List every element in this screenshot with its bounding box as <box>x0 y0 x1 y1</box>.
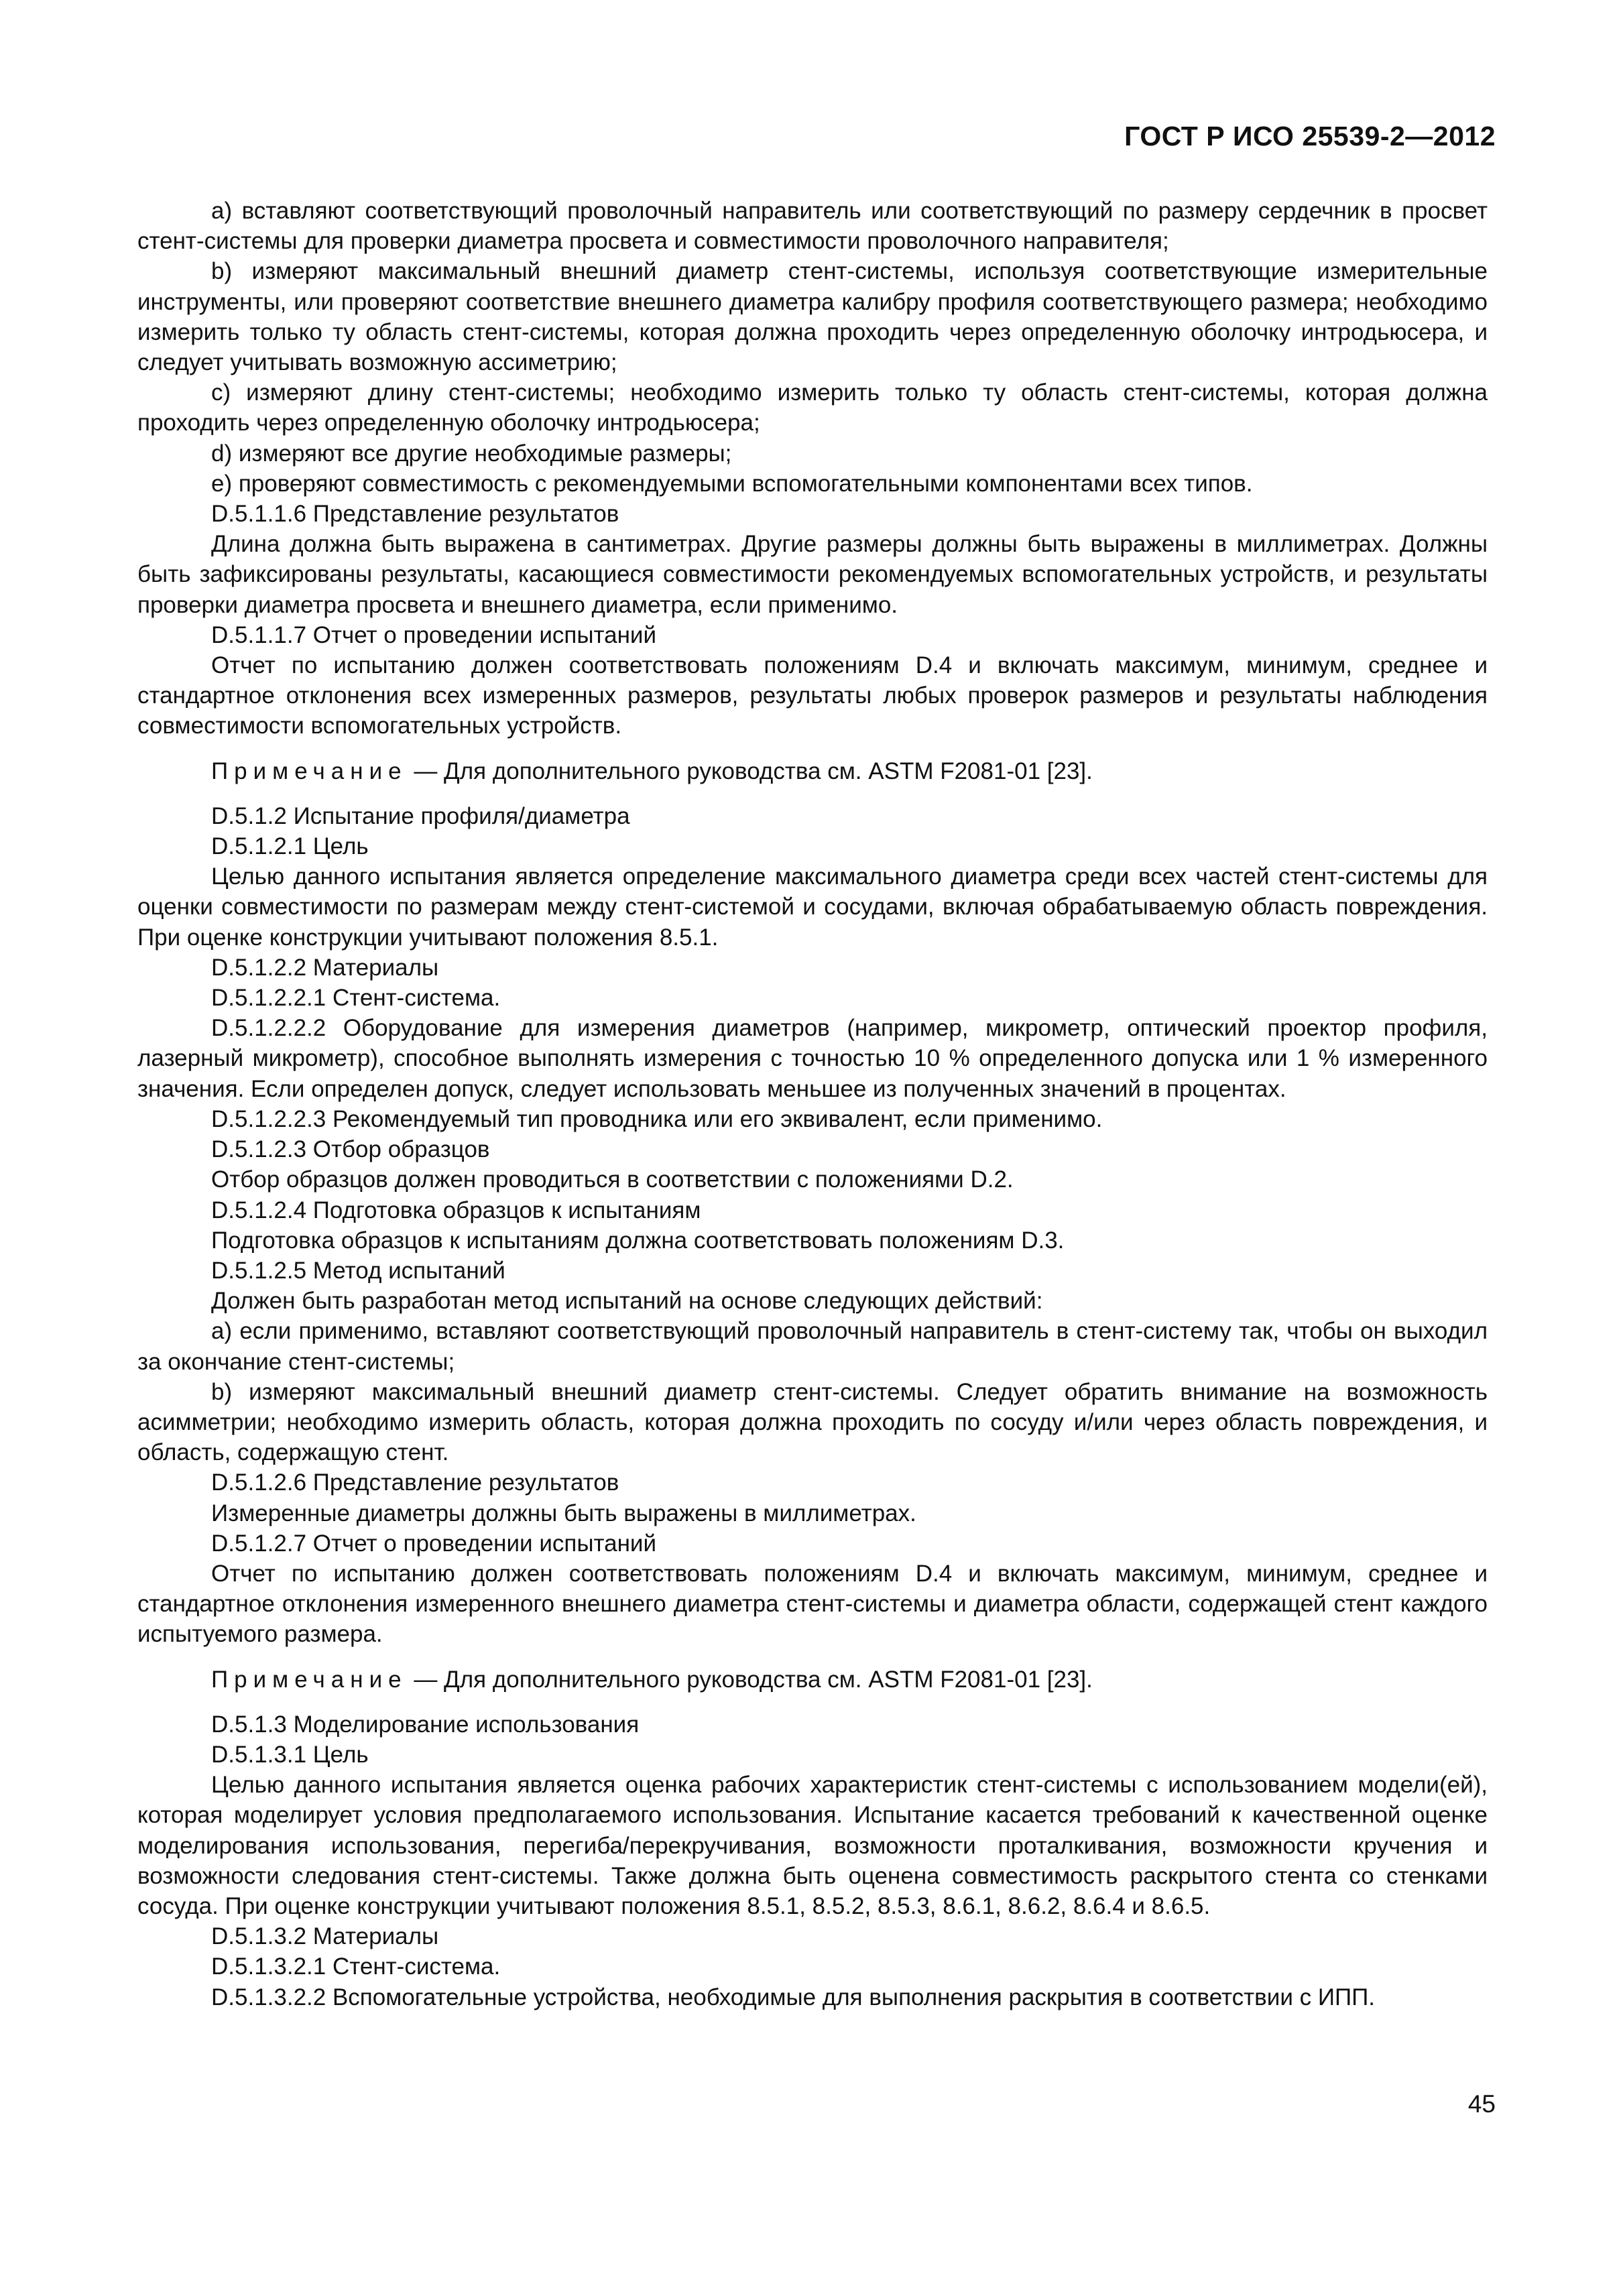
section-heading: D.5.1.3.1 Цель <box>211 1741 369 1768</box>
list-item-b: b) измеряют максимальный внешний диаметр стент-системы, используя соответствующие измерительные инструменты, или проверяют соответствие внешнего диаметра калибру профиля соответствующего размера; необходимо измерить только ту область стент-системы, которая должна проходить через определенную оболочку интродьюсера, и следует учитывать возможную ассиметрию; <box>137 258 1488 376</box>
section-heading: D.5.1.2.4 Подготовка образцов к испытаниям <box>211 1197 701 1223</box>
paragraph: Должен быть разработан метод испытаний на основе следующих действий: <box>211 1288 1043 1315</box>
paragraph: D.5.1.3.2.1 Стент-система. <box>211 1953 501 1980</box>
note-text: — Для дополнительного руководства см. ASTM F2081-01 [23]. <box>407 1666 1093 1693</box>
page-number: 45 <box>1467 2090 1496 2118</box>
note-label: Примечание <box>211 1666 408 1693</box>
paragraph: D.5.1.3.2.2 Вспомогательные устройства, необходимые для выполнения раскрытия в соответствии с ИПП. <box>211 1984 1376 2010</box>
list-item-b: b) измеряют максимальный внешний диаметр стент-системы. Следует обратить внимание на возможность асимметрии; необходимо измерить область, которая должна проходить по сосуду и/или через область повреждения, и область, содержащую стент. <box>137 1378 1488 1466</box>
paragraph: Длина должна быть выражена в сантиметрах. Другие размеры должны быть выражены в миллиметрах. Должны быть зафиксированы результаты, касающиеся совместимости рекомендуемых вспомогательных устройств, и результаты проверки диаметра просвета и внешнего диаметра, если применимо. <box>137 531 1488 618</box>
paragraph: Отчет по испытанию должен соответствовать положениям D.4 и включать максимум, минимум, среднее и стандартное отклонения всех измеренных размеров, результаты любых проверок размеров и результаты наблюдения совместимости вспомогательных устройств. <box>137 652 1488 739</box>
paragraph: Измеренные диаметры должны быть выражены в миллиметрах. <box>211 1500 916 1526</box>
section-heading: D.5.1.2.7 Отчет о проведении испытаний <box>211 1530 657 1557</box>
list-item-a: a) вставляют соответствующий проволочный направитель или соответствующий по размеру сердечник в просвет стент-системы для проверки диаметра просвета и совместимости проволочного направителя; <box>137 198 1488 255</box>
section-heading: D.5.1.3 Моделирование использования <box>211 1711 640 1738</box>
note-label: Примечание <box>211 758 408 784</box>
paragraph: D.5.1.2.2.3 Рекомендуемый тип проводника или его эквивалент, если применимо. <box>211 1105 1103 1132</box>
document-body <box>137 196 1488 2012</box>
section-heading: D.5.1.2.6 Представление результатов <box>211 1469 619 1496</box>
paragraph: Отбор образцов должен проводиться в соответствии с положениями D.2. <box>211 1166 1014 1193</box>
section-heading: D.5.1.2.5 Метод испытаний <box>211 1257 505 1284</box>
section-heading: D.5.1.1.6 Представление результатов <box>211 501 619 528</box>
paragraph: Целью данного испытания является определение максимального диаметра среди всех частей стент-системы для оценки совместимости по размерам между стент-системой и сосудами, включая обрабатываемую область повреждения. При оценке конструкции учитывают положения 8.5.1. <box>137 863 1488 951</box>
list-item-a: a) если применимо, вставляют соответствующий проволочный направитель в стент-систему так, чтобы он выходил за окончание стент-системы; <box>137 1318 1488 1375</box>
list-item-c: c) измеряют длину стент-системы; необходимо измерить только ту область стент-системы, которая должна проходить через определенную оболочку интродьюсера; <box>137 379 1488 436</box>
paragraph: D.5.1.2.2.1 Стент-система. <box>211 985 501 1012</box>
section-heading: D.5.1.1.7 Отчет о проведении испытаний <box>211 621 657 648</box>
section-heading: D.5.1.2 Испытание профиля/диаметра <box>211 802 630 829</box>
paragraph: D.5.1.2.2.2 Оборудование для измерения диаметров (например, микрометр, оптический проектор профиля, лазерный микрометр), способное выполнять измерения с точностью 10 % определенного допуска или 1 % измеренного значения. Если определен допуск, следует использовать меньшее из полученных значений в процентах. <box>137 1015 1488 1102</box>
note-paragraph <box>137 1665 1488 1695</box>
list-item-e: e) проверяют совместимость с рекомендуемыми вспомогательными компонентами всех типов. <box>211 470 1253 497</box>
list-item-d: d) измеряют все другие необходимые размеры; <box>211 440 732 467</box>
section-heading: D.5.1.2.1 Цель <box>211 833 369 860</box>
document-header: ГОСТ Р ИСО 25539-2—2012 <box>1124 121 1496 152</box>
paragraph: Отчет по испытанию должен соответствовать положениям D.4 и включать максимум, минимум, среднее и стандартное отклонения измеренного внешнего диаметра стент-системы и диаметра области, содержащей стент каждого испытуемого размера. <box>137 1560 1488 1648</box>
paragraph: Целью данного испытания является оценка рабочих характеристик стент-системы с использованием модели(ей), которая моделирует условия предполагаемого использования. Испытание касается требований к качественной оценке моделирования использования, перегиба/перекручивания, возможности проталкивания, возможности кручения и возможности следования стент-системы. Также должна быть оценена совместимость раскрытого стента со стенками сосуда. При оценке конструкции учитывают положения 8.5.1, 8.5.2, 8.5.3, 8.6.1, 8.6.2, 8.6.4 и 8.6.5. <box>137 1772 1488 1919</box>
section-heading: D.5.1.2.3 Отбор образцов <box>211 1136 490 1163</box>
section-heading: D.5.1.2.2 Материалы <box>211 954 439 981</box>
note-text: — Для дополнительного руководства см. ASTM F2081-01 [23]. <box>407 758 1093 784</box>
section-heading: D.5.1.3.2 Материалы <box>211 1923 439 1950</box>
note-paragraph <box>137 756 1488 786</box>
paragraph: Подготовка образцов к испытаниям должна соответствовать положениям D.3. <box>211 1227 1065 1254</box>
